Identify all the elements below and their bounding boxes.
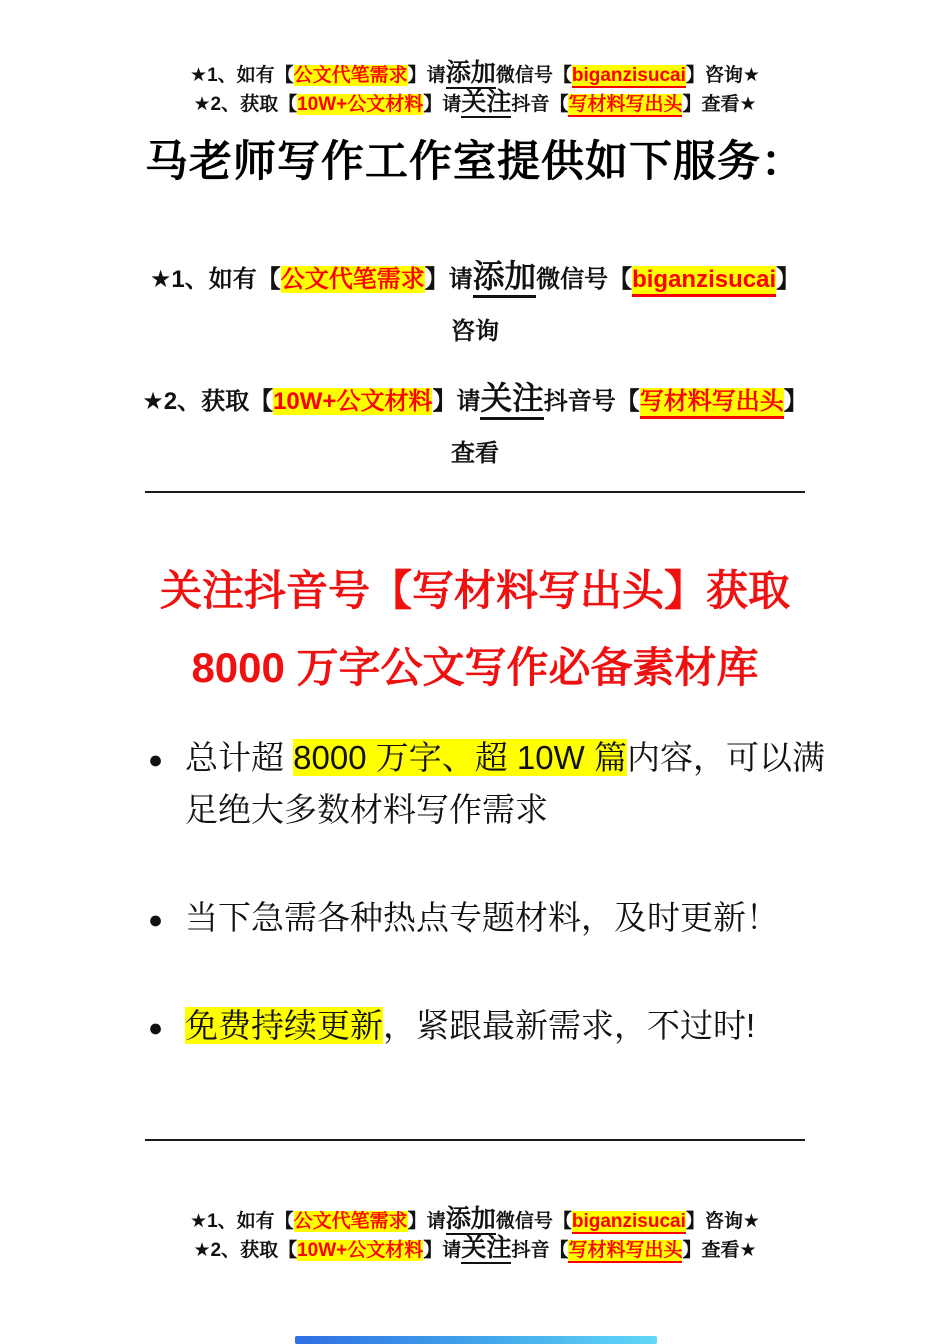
feature-bullet-list	[148, 732, 825, 1108]
bullet-item-2	[148, 892, 825, 944]
header-note-line-1: ★1、如有【公文代笔需求】请添加微信号【biganzisucai】咨询★	[190, 59, 760, 87]
header-note-line-2: ★2、获取【10W+公文材料】请关注抖音【写材料写出头】查看★	[193, 88, 757, 116]
promo-heading	[0, 552, 950, 706]
service-item-2: ★2、获取【10W+公文材料】请关注抖音号【写材料写出头】查看	[142, 380, 808, 467]
footer-note-line-1: ★1、如有【公文代笔需求】请添加微信号【biganzisucai】咨询★	[190, 1205, 760, 1233]
bullet-text-2: 当下急需各种热点专题材料，及时更新！	[185, 899, 779, 936]
promo-heading-line-2: 8000 万字公文写作必备素材库	[191, 644, 759, 691]
promo-heading-line-1: 关注抖音号【写材料写出头】获取	[159, 567, 790, 614]
bullet-item-1	[148, 732, 825, 836]
section-divider-top	[145, 491, 805, 493]
page-progress-bar	[295, 1336, 657, 1344]
bullet-text-3: 免费持续更新，紧跟最新需求，不过时!	[185, 1007, 756, 1044]
header-note	[0, 60, 950, 118]
bullet-item-3	[148, 1000, 825, 1052]
bullet-icon: ●	[148, 1014, 164, 1042]
bullet-icon: ●	[148, 746, 164, 774]
bullet-icon: ●	[148, 906, 164, 934]
bullet-text-1: 总计超 8000 万字、超 10W 篇内容，可以满足绝大多数材料写作需求	[185, 739, 825, 828]
footer-note	[0, 1206, 950, 1264]
service-item-1: ★1、如有【公文代笔需求】请添加微信号【biganzisucai】咨询	[149, 258, 801, 345]
page-title: 马老师写作工作室提供如下服务：	[145, 138, 805, 186]
services-list	[140, 250, 810, 494]
footer-note-line-2: ★2、获取【10W+公文材料】请关注抖音【写材料写出头】查看★	[193, 1234, 757, 1262]
section-divider-bottom	[145, 1139, 805, 1141]
